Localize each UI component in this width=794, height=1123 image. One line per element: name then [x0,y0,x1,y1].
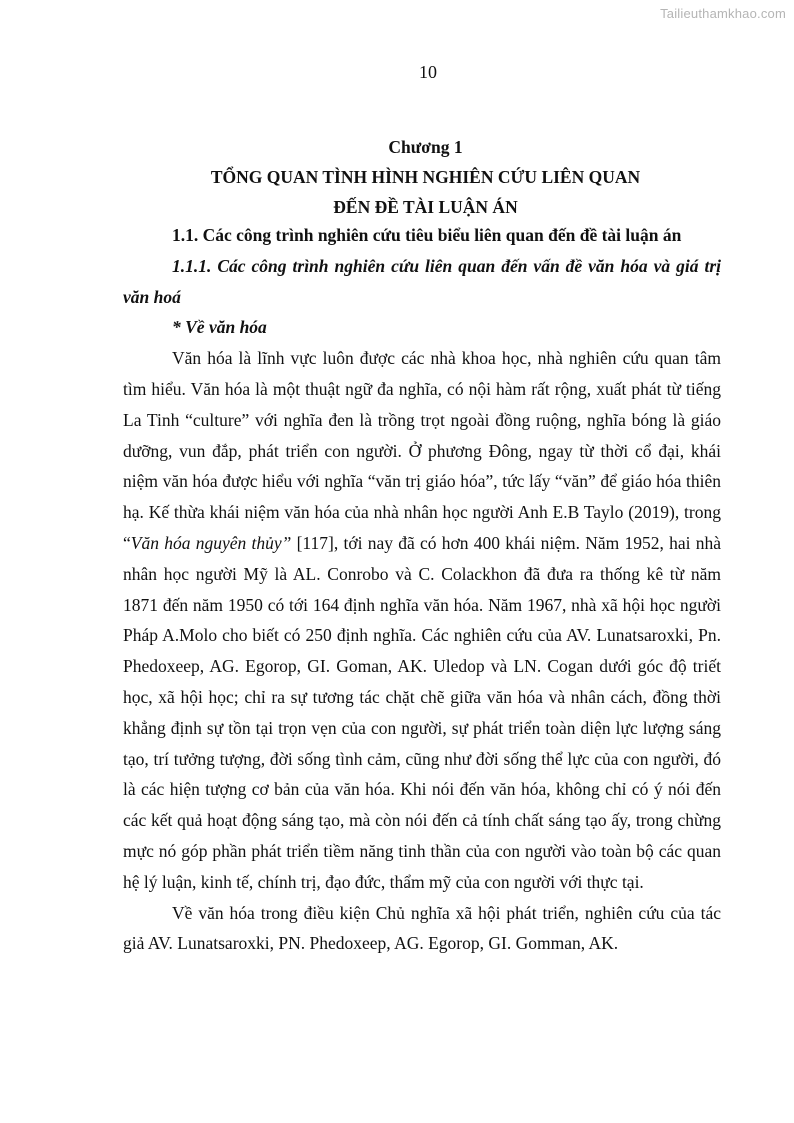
document-body [123,220,721,959]
paragraph-1-text-a: Văn hóa là lĩnh vực luôn được các nhà khoa học, nhà nghiên cứu quan tâm tìm hiểu. Văn hóa là một thuật ngữ đa nghĩa, có nội hàm rất rộng, xuất phát từ tiếng La Tinh “culture” với nghĩa đen là trồng trọt ngoài đồng ruộng, nghĩa bóng là giáo dưỡng, vun đắp, phát triển con người. Ở phương Đông, ngay từ thời cổ đại, khái niệm văn hóa được hiểu với nghĩa “văn trị giáo hóa”, tức lấy “văn” để giáo hóa thiên hạ. Kế thừa khái niệm văn hóa của nhà nhân học người Anh E.B Taylo (2019), trong “ [123,348,721,553]
topic-heading: * Về văn hóa [172,317,267,338]
chapter-heading [170,132,681,222]
chapter-label: Chương 1 [388,137,463,157]
section-heading: 1.1. Các công trình nghiên cứu tiêu biểu liên quan đến đề tài luận án [172,225,682,245]
chapter-title-line-2: ĐẾN ĐỀ TÀI LUẬN ÁN [333,197,518,217]
paragraph-2: Về văn hóa trong điều kiện Chủ nghĩa xã hội phát triển, nghiên cứu của tác giả AV. Lunatsaroxki, PN. Phedoxeep, AG. Egorop, GI. Gomman, AK. [123,902,721,954]
subsection-heading: 1.1.1. Các công trình nghiên cứu liên quan đến vấn đề văn hóa và giá trị văn hoá [123,255,721,307]
paragraph-1-text-b: [117], tới nay đã có hơn 400 khái niệm. Năm 1952, hai nhà nhân học người Mỹ là AL. Conrobo và C. Colackhon đã đưa ra thống kê từ năm 1871 đến năm 1950 có tới 164 định nghĩa văn hóa. Năm 1967, nhà xã hội học người Pháp A.Molo cho biết có 250 định nghĩa. Các nghiên cứu của AV. Lunatsaroxki, Pn. Phedoxeep, AG. Egorop, GI. Goman, AK. Uledop và LN. Cogan dưới góc độ triết học, xã hội học; chỉ ra sự tương tác chặt chẽ giữa văn hóa và nhân cách, đồng thời khẳng định sự tồn tại trọn vẹn của con người, sự phát triển toàn diện lực lượng sáng tạo, trí tưởng tượng, đời sống tình cảm, cũng như đời sống thể lực của con người, đó là các hiện tượng cơ bản của văn hóa. Khi nói đến văn hóa, không chỉ có ý nói đến các kết quả hoạt động sáng tạo, mà còn nói đến cả tính chất sáng tạo ấy, trong chừng mực nó góp phần phát triển tiềm năng tinh thần của con người vào toàn bộ các quan hệ lý luận, kinh tế, chính trị, đạo đức, thẩm mỹ của con người với thực tại. [123,532,721,892]
chapter-title-line-1: TỔNG QUAN TÌNH HÌNH NGHIÊN CỨU LIÊN QUAN [210,167,641,187]
page-number: 10 [419,62,437,82]
paragraph-1 [123,343,721,897]
cited-work-title: Văn hóa nguyên thủy” [130,532,292,553]
watermark: Tailieuthamkhao.com [660,6,786,21]
